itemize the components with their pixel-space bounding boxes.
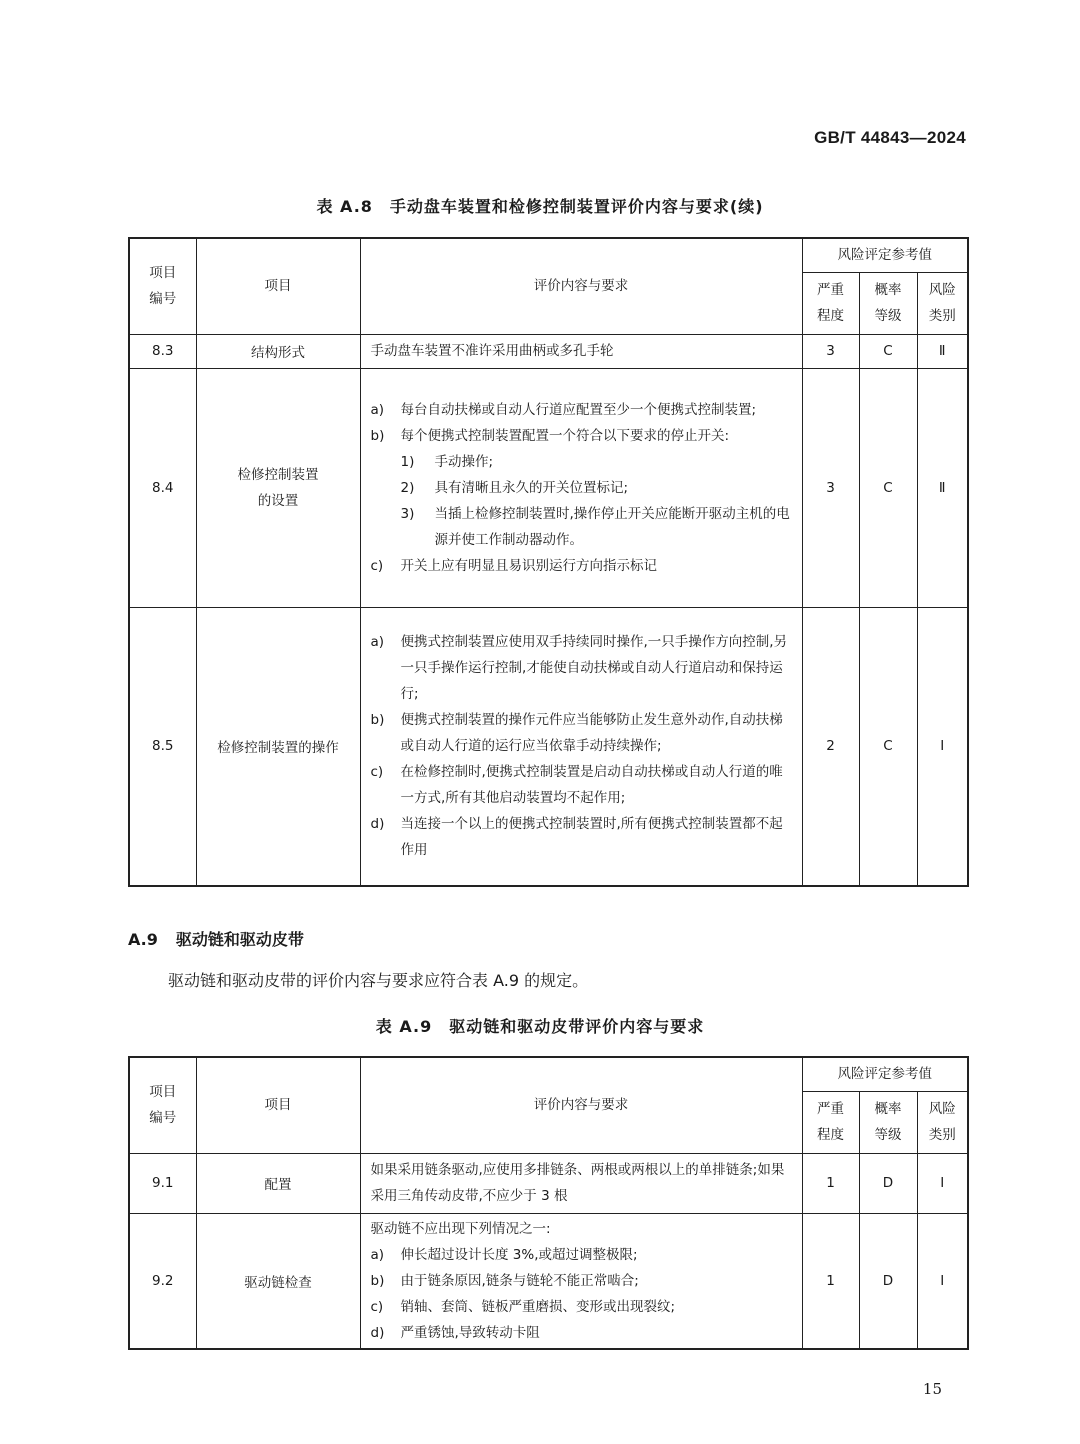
table-row [129,607,968,886]
page-number: 15 [922,1380,942,1398]
row-risk-class: Ⅱ [917,368,968,607]
row-risk-class: Ⅰ [917,1153,968,1213]
row-probability: D [859,1213,917,1349]
header-probability: 概率等级 [859,272,917,334]
header-severity: 严重程度 [802,1091,859,1153]
row-severity: 3 [802,334,859,368]
row-number: 8.3 [129,334,196,368]
table-a9 [128,1056,969,1350]
header-severity: 严重程度 [802,272,859,334]
header-probability: 概率等级 [859,1091,917,1153]
table-row [129,1153,968,1213]
row-number: 8.5 [129,607,196,886]
standard-code: GB/T 44843—2024 [814,128,966,147]
row-item: 配置 [196,1153,360,1213]
section-number: A.9 [128,930,158,949]
section-title: 驱动链和驱动皮带 [175,930,304,949]
header-risk-group: 风险评定参考值 [802,1057,968,1091]
row-item: 检修控制装置的操作 [196,607,360,886]
row-risk-class: Ⅱ [917,334,968,368]
table-row [129,368,968,607]
row-number: 9.2 [129,1213,196,1349]
row-risk-class: Ⅰ [917,607,968,886]
row-severity: 2 [802,607,859,886]
row-probability: C [859,368,917,607]
table-a8-caption: 表 A.8 手动盘车装置和检修控制装置评价内容与要求(续) [316,197,764,216]
row-content: a) 便携式控制装置应使用双手持续同时操作,一只手操作方向控制,另一只手操作运行控制,才能使自动扶梯或自动人行道启动和保持运行; b) 便携式控制装置的操作元件应当能够防止发生意外动作,自动扶梯或自动人行道的运行应当依靠手动持续操作; c) 在检修控制时,便携式控制装置是启动自动扶梯或自动人行道的唯一方式,所有其他启动装置均不起作用; d) 当连接一个以上的便携式控制装置时,所有便携式控制装置都不起作用 [360,607,802,886]
section-heading [128,927,304,950]
header-content: 评价内容与要求 [360,1057,802,1153]
row-content: 手动盘车装置不准许采用曲柄或多孔手轮 [360,334,802,368]
row-content: 驱动链不应出现下列情况之一: a) 伸长超过设计长度 3%,或超过调整极限; b) 由于链条原因,链条与链轮不能正常啮合; c) 销轴、套筒、链板严重磨损、变形或出现裂纹; d) 严重锈蚀,导致转动卡阻 [360,1213,802,1349]
header-item-no: 项目编号 [129,1057,196,1153]
table-a8 [128,237,969,887]
row-probability: C [859,607,917,886]
header-risk-class: 风险类别 [917,1091,968,1153]
row-severity: 1 [802,1213,859,1349]
header-risk-class: 风险类别 [917,272,968,334]
row-probability: D [859,1153,917,1213]
header-item-no: 项目编号 [129,238,196,334]
row-item: 检修控制装置的设置 [196,368,360,607]
row-number: 9.1 [129,1153,196,1213]
row-content: a) 每台自动扶梯或自动人行道应配置至少一个便携式控制装置; b) 每个便携式控制装置配置一个符合以下要求的停止开关: 1) 手动操作; 2) 具有清晰且永久的开关位置标记; 3) 当插上检修控制装置时,操作停止开关应能断开驱动主机的电源并使工作制动器动作。 c) 开关上应有明显且易识别运行方向指示标记 [360,368,802,607]
row-probability: C [859,334,917,368]
row-item: 驱动链检查 [196,1213,360,1349]
table-row [129,334,968,368]
table-row [129,1213,968,1349]
row-content: 如果采用链条驱动,应使用多排链条、两根或两根以上的单排链条;如果采用三角传动皮带,不应少于 3 根 [360,1153,802,1213]
table-a9-caption: 表 A.9 驱动链和驱动皮带评价内容与要求 [375,1017,705,1036]
header-item: 项目 [196,1057,360,1153]
header-content: 评价内容与要求 [360,238,802,334]
row-risk-class: Ⅰ [917,1213,968,1349]
row-item: 结构形式 [196,334,360,368]
row-number: 8.4 [129,368,196,607]
header-item: 项目 [196,238,360,334]
row-severity: 3 [802,368,859,607]
section-paragraph: 驱动链和驱动皮带的评价内容与要求应符合表 A.9 的规定。 [168,971,589,990]
header-risk-group: 风险评定参考值 [802,238,968,272]
row-severity: 1 [802,1153,859,1213]
